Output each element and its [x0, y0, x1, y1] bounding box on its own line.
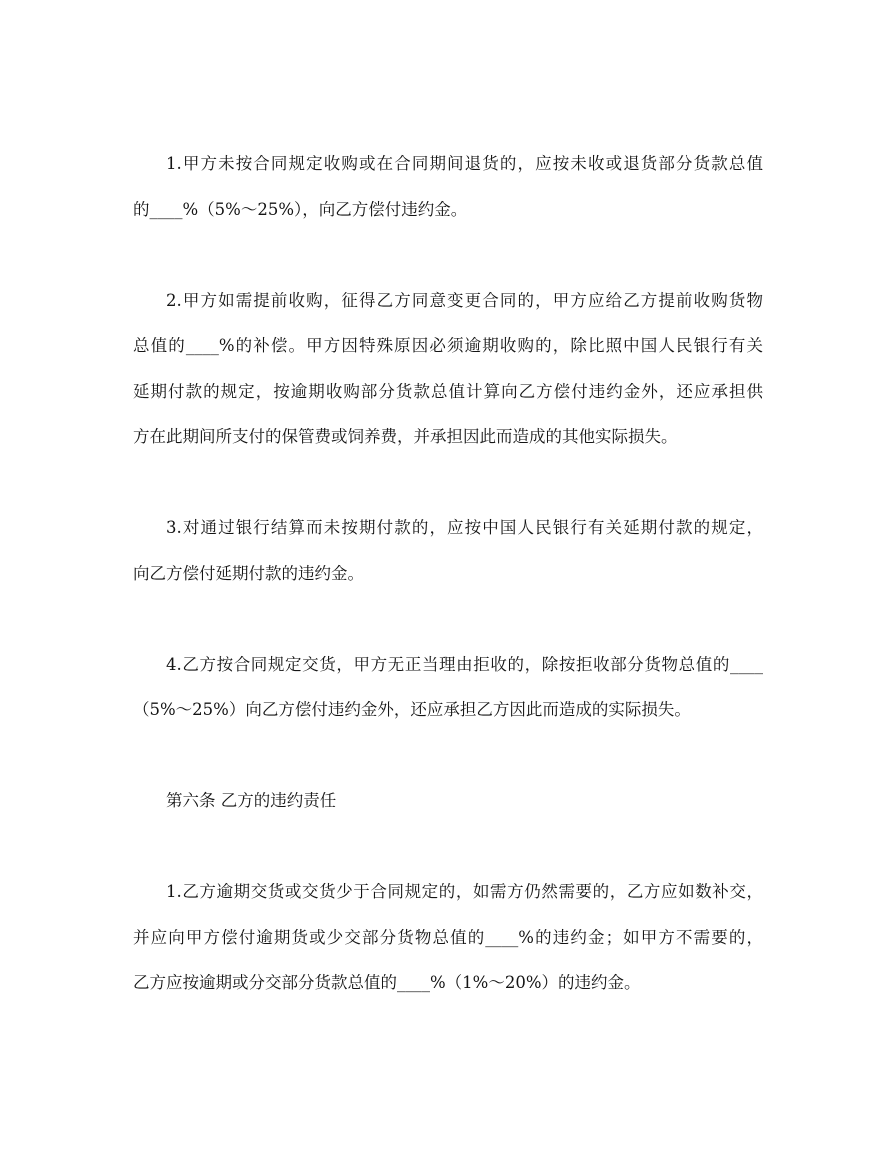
- text-line: 向乙方偿付延期付款的违约金。: [133, 563, 364, 583]
- clause-paragraph-3: [133, 505, 763, 596]
- text-line: 并应向甲方偿付逾期货或少交部分货物总值的____%的违约金；如甲方不需要的，: [133, 927, 763, 947]
- text-line: 延期付款的规定，按逾期收购部分货款总值计算向乙方偿付违约金外，还应承担供: [133, 381, 763, 401]
- clause-paragraph-4: [133, 642, 763, 733]
- text-line: 1.乙方逾期交货或交货少于合同规定的，如需方仍然需要的，乙方应如数补交，: [166, 882, 763, 901]
- text-line: 3.对通过银行结算而未按期付款的，应按中国人民银行有关延期付款的规定，: [166, 518, 763, 537]
- text-line: 乙方应按逾期或分交部分货款总值的____%（1%～20%）的违约金。: [133, 973, 641, 992]
- text-line: 的____%（5%～25%），向乙方偿付违约金。: [133, 199, 468, 219]
- text-line: 1.甲方未按合同规定收购或在合同期间退货的，应按未收或退货部分货款总值: [166, 154, 763, 173]
- text-line: （5%～25%）向乙方偿付违约金外，还应承担乙方因此而造成的实际损失。: [133, 700, 691, 719]
- clause-paragraph-5: [133, 869, 763, 1006]
- section-heading: [133, 778, 763, 824]
- text-line: 方在此期间所支付的保管费或饲养费，并承担因此而造成的其他实际损失。: [133, 427, 678, 446]
- clause-paragraph-2: [133, 278, 763, 460]
- clause-paragraph-1: [133, 141, 763, 232]
- text-line: 总值的____%的补偿。甲方因特殊原因必须逾期收购的，除比照中国人民银行有关: [133, 336, 763, 355]
- section-heading-text: 第六条 乙方的违约责任: [166, 791, 337, 810]
- document-body: [133, 141, 763, 1051]
- text-line: 2.甲方如需提前收购，征得乙方同意变更合同的，甲方应给乙方提前收购货物: [166, 290, 763, 310]
- text-line: 4.乙方按合同规定交货，甲方无正当理由拒收的，除按拒收部分货物总值的____: [166, 654, 763, 674]
